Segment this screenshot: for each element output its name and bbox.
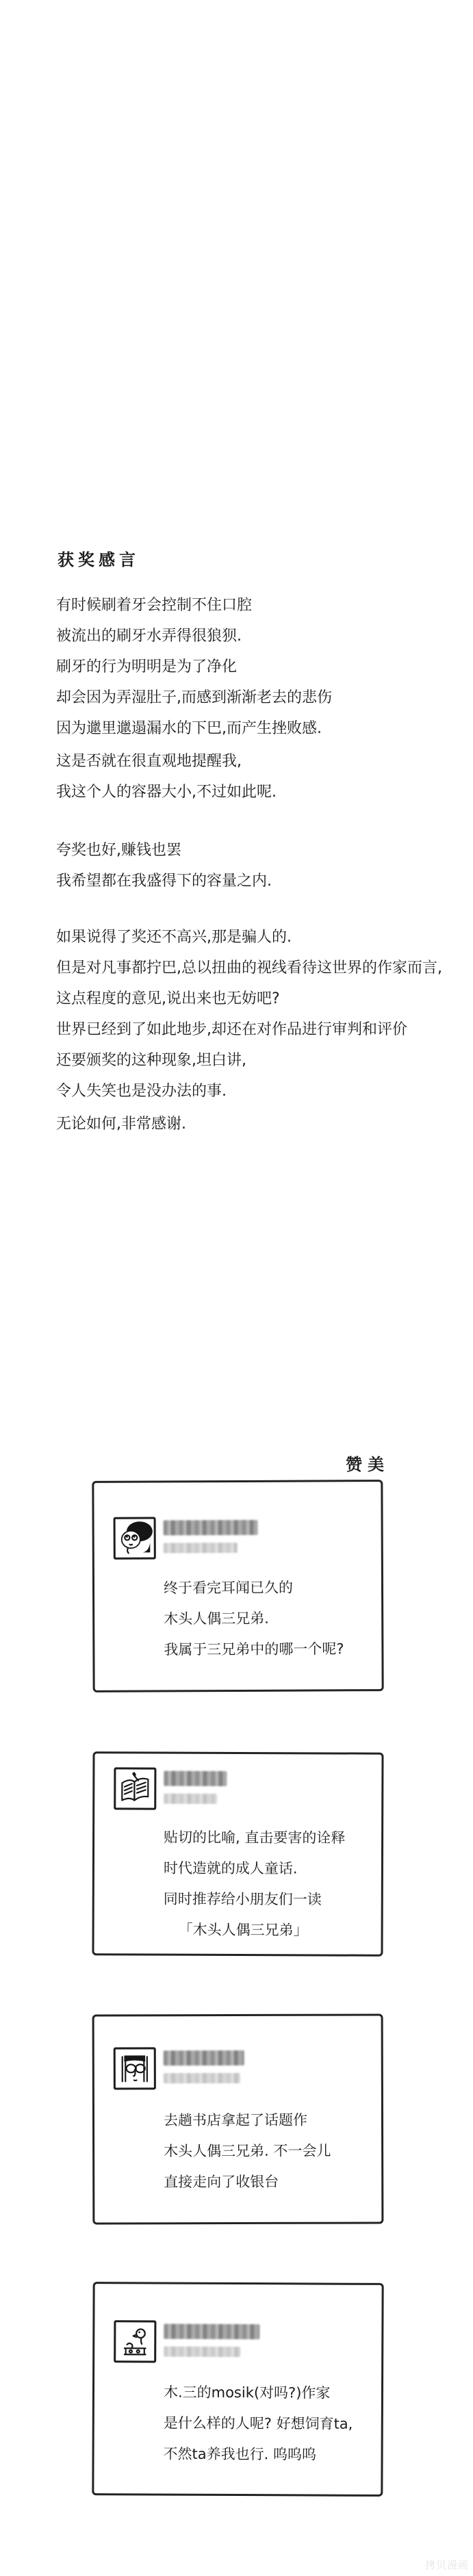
site-watermark: 拷贝漫画 [424, 2559, 469, 2571]
open-book-pen-avatar-icon [114, 1767, 156, 1809]
speech-line: 无论如何,非常感谢. [56, 1116, 186, 1133]
review-comment-line: 木.三的mosik(对吗?)作家 [163, 2384, 331, 2401]
speech-line: 夸奖也好,赚钱也罢 [56, 842, 181, 859]
review-card [92, 1480, 383, 1692]
girl-face-avatar-icon [114, 1517, 156, 1560]
speech-line: 刷牙的行为明明是为了净化 [56, 658, 238, 675]
speech-paragraph [56, 1109, 186, 1139]
review-comment-line: 木头人偶三兄弟. [164, 1610, 269, 1627]
review-comment-line: 是什么样的人呢? 好想饲育ta, [163, 2414, 353, 2432]
speech-line: 这点程度的意见,说出来也无妨吧? [56, 990, 280, 1007]
review-comment-line: 同时推荐给小朋友们一读 [163, 1890, 322, 1908]
review-comment [164, 1572, 372, 1665]
speech-line: 因为邋里邋遢漏水的下巴,而产生挫败感. [56, 720, 322, 737]
speech-line: 如果说得了奖还不高兴,那是骗人的. [56, 929, 292, 946]
glasses-man-avatar-icon [114, 2047, 156, 2089]
username-censored-blur [164, 1520, 258, 1536]
review-card [92, 2013, 384, 2224]
review-comment-line: 时代造就的成人童话. [163, 1859, 298, 1877]
username-censored-blur [164, 2050, 244, 2065]
username-censored-blur [164, 2324, 259, 2340]
review-comment-line: 不然ta养我也行. 呜呜呜 [163, 2445, 317, 2463]
speech-line: 但是对凡事都拧巴,总以扭曲的视线看待这世界的作家而言, [56, 959, 442, 977]
speech-line: 被流出的刷牙水弄得很狼狈. [56, 628, 242, 645]
speech-line: 还要颁奖的这种现象,坦白讲, [56, 1052, 246, 1069]
review-comment-line: 我属于三兄弟中的哪一个呢? [164, 1640, 344, 1658]
review-comment-line: 去趟书店拿起了话题作 [163, 2111, 308, 2129]
review-comment [163, 2378, 372, 2471]
review-comment [164, 2104, 372, 2198]
review-comment-line: 终于看完耳闻已久的 [163, 1579, 294, 1597]
review-comment-line: 直接走向了收银台 [164, 2173, 279, 2191]
review-comment [164, 1822, 372, 1946]
speech-line: 我这个人的容器大小,不过如此呢. [56, 784, 277, 801]
userid-censored-blur [164, 1794, 217, 1804]
userid-censored-blur [164, 2073, 240, 2083]
review-comment-line: 「木头人偶三兄弟」 [178, 1921, 308, 1939]
username-censored-blur [164, 1771, 227, 1786]
speech-paragraph [56, 835, 272, 897]
speech-line: 这是否就在很直观地提醒我, [56, 753, 242, 770]
speech-title: 获奖感言 [57, 550, 140, 569]
speech-paragraph [56, 590, 332, 744]
speech-line: 世界已经到了如此地步,却还在对作品进行审判和评价 [56, 1021, 407, 1038]
speech-line: 我希望都在我盛得下的容量之内. [56, 873, 272, 890]
speech-paragraph [56, 746, 277, 808]
review-comment-line: 木头人偶三兄弟. 不一会儿 [164, 2142, 331, 2160]
userid-censored-blur [164, 1543, 238, 1553]
review-card [92, 2282, 383, 2497]
speech-paragraph [56, 922, 442, 1107]
review-comment-line: 贴切的比喻, 直击要害的诠释 [164, 1829, 346, 1846]
userid-censored-blur [164, 2347, 240, 2357]
speech-line: 却会因为弄湿肚子,而感到渐渐老去的悲伤 [56, 689, 332, 706]
duck-desk-avatar-icon [114, 2320, 156, 2362]
speech-line: 令人失笑也是没办法的事. [56, 1083, 227, 1100]
speech-line: 有时候刷着牙会控制不住口腔 [56, 597, 253, 614]
praise-section-header: 赞美 [346, 1455, 389, 1474]
review-card [92, 1751, 383, 1956]
